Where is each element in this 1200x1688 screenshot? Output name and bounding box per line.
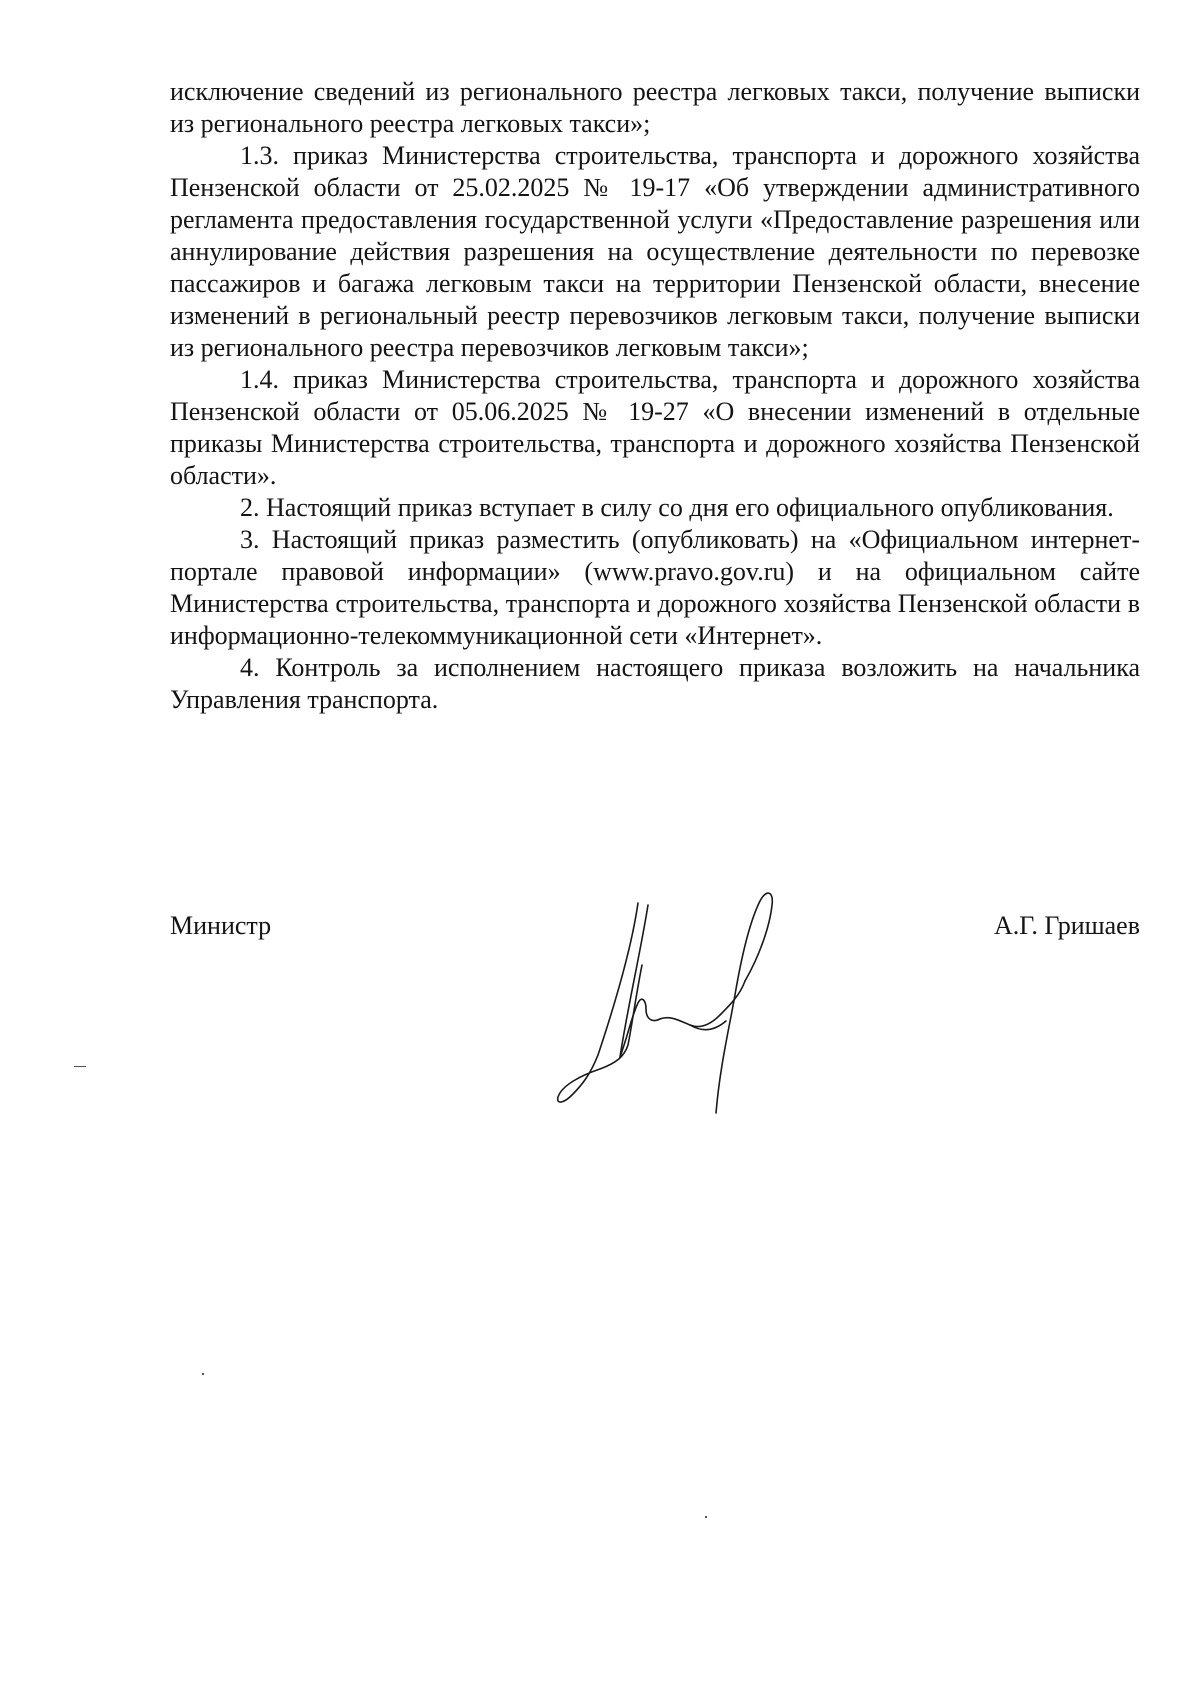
paragraph-item-1-4: 1.4. приказ Министерства строительства, транспорта и дорожного хозяйства Пензенской области от 05.06.2025 № 19-27 «О внесении изменений в отдельные приказы Министерства строительства, транспорта и дорожного хозяйства Пензенской области».: [170, 365, 1140, 490]
scan-speck: [74, 1066, 86, 1067]
paragraph-continuation: исключение сведений из регионального реестра легковых такси, получение выписки из регионального реестра легковых такси»;: [170, 77, 1140, 138]
paragraph-item-1-3: 1.3. приказ Министерства строительства, транспорта и дорожного хозяйства Пензенской области от 25.02.2025 № 19-17 «Об утверждении административного регламента предоставления государственной услуги «Предоставление разрешения или аннулирование действия разрешения на осуществление деятельности по перевозке пассажиров и багажа легковым такси на территории Пензенской области, внесение изменений в региональный реестр перевозчиков легковым такси, получение выписки из регионального реестра перевозчиков легковым такси»;: [170, 141, 1140, 362]
paragraph-item-2: 2. Настоящий приказ вступает в силу со дня его официального опубликования.: [240, 493, 1114, 522]
document-body: [170, 76, 1140, 716]
paragraph-item-4: 4. Контроль за исполнением настоящего приказа возложить на начальника Управления транспорта.: [170, 653, 1140, 714]
signatory-position: Министр: [170, 911, 272, 940]
paragraph-item-3: 3. Настоящий приказ разместить (опубликовать) на «Официальном интернет-портале правовой информации» (www.pravo.gov.ru) и на официальном сайте Министерства строительства, транспорта и дорожного хозяйства Пензенской области в информационно-телекоммуникационной сети «Интернет».: [170, 525, 1140, 650]
scan-speck: [705, 1516, 707, 1518]
signatory-name: А.Г. Гришаев: [993, 911, 1140, 940]
handwritten-signature: [520, 885, 820, 1125]
scan-speck: [202, 1373, 204, 1375]
